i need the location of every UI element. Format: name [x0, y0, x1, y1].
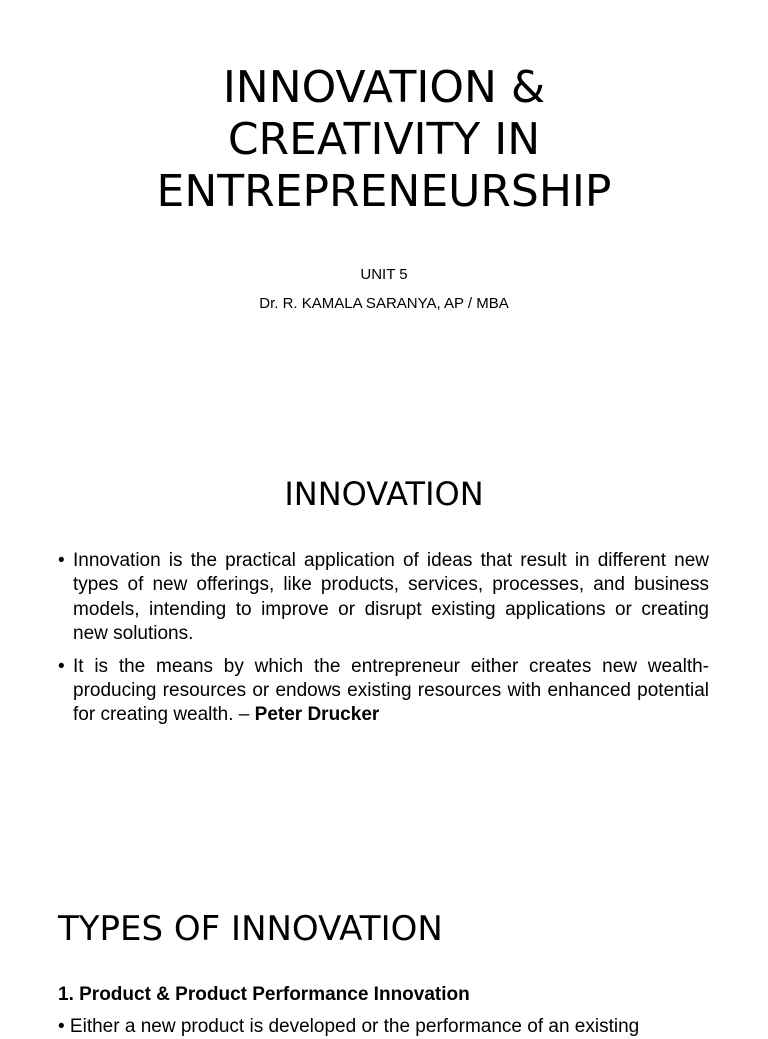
presentation-subtitle [84, 260, 684, 318]
bullet-icon: • [58, 655, 65, 677]
bullet-text: It is the means by which the entrepreneur either creates new wealth-producing resources or endows existing resources with enhanced potential for creating wealth. – [73, 655, 709, 726]
slide-heading: INNOVATION [284, 475, 484, 513]
bullet-item [58, 549, 709, 647]
slide-innovation [0, 432, 768, 864]
bullet-item [58, 655, 709, 728]
slide-heading: TYPES OF INNOVATION [58, 909, 443, 949]
title-line: ENTREPRENEURSHIP [156, 166, 612, 217]
bullet-text-partial: • Either a new product is developed or the performance of an existing [58, 1016, 640, 1037]
bullet-text: Innovation is the practical application of ideas that result in different new types of new offerings, like products, services, processes, and business models, intending to improve or disrupt existing applications or creating new solutions. [73, 550, 709, 645]
unit-label: UNIT 5 [360, 266, 408, 283]
slide-types-of-innovation [0, 864, 768, 1037]
author-line: Dr. R. KAMALA SARANYA, AP / MBA [259, 295, 509, 312]
bullet-list [58, 549, 709, 736]
title-line: CREATIVITY IN [227, 114, 541, 165]
bullet-icon: • [58, 550, 65, 571]
presentation-title [84, 62, 684, 218]
section-subheading: 1. Product & Product Performance Innovation [58, 984, 470, 1005]
title-line: INNOVATION & [222, 62, 546, 113]
quote-attribution: Peter Drucker [254, 704, 380, 726]
slide-title [0, 0, 768, 432]
